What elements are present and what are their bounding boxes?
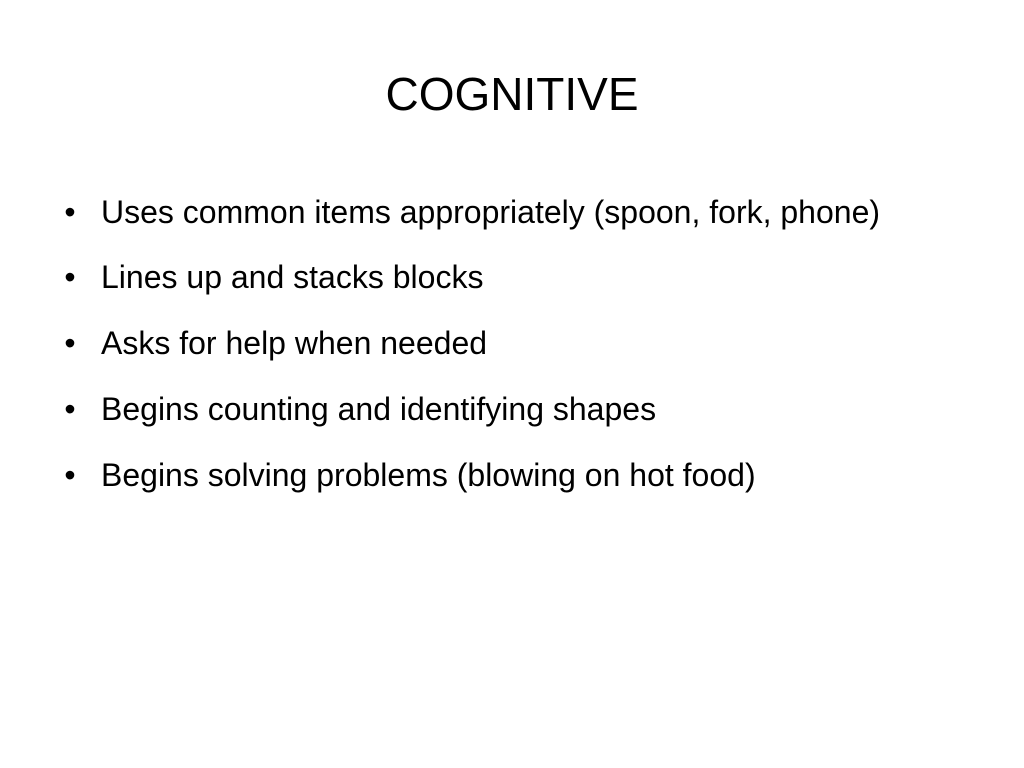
bullet-icon: • [64, 457, 76, 493]
bullet-icon: • [64, 259, 76, 295]
bullet-list [60, 185, 980, 514]
bullet-text: Begins solving problems (blowing on hot food) [101, 457, 756, 493]
bullet-text: Uses common items appropriately (spoon, fork, phone) [101, 194, 881, 230]
bullet-item [60, 448, 980, 503]
bullet-icon: • [64, 194, 76, 230]
bullet-text: Lines up and stacks blocks [101, 259, 484, 295]
bullet-text: Asks for help when needed [101, 325, 488, 361]
bullet-item [60, 382, 980, 437]
bullet-item [60, 316, 980, 371]
bullet-item [60, 250, 980, 305]
bullet-icon: • [64, 325, 76, 361]
bullet-text: Begins counting and identifying shapes [101, 391, 657, 427]
bullet-item [60, 185, 980, 239]
slide-title: COGNITIVE [385, 68, 639, 120]
bullet-icon: • [64, 391, 76, 427]
